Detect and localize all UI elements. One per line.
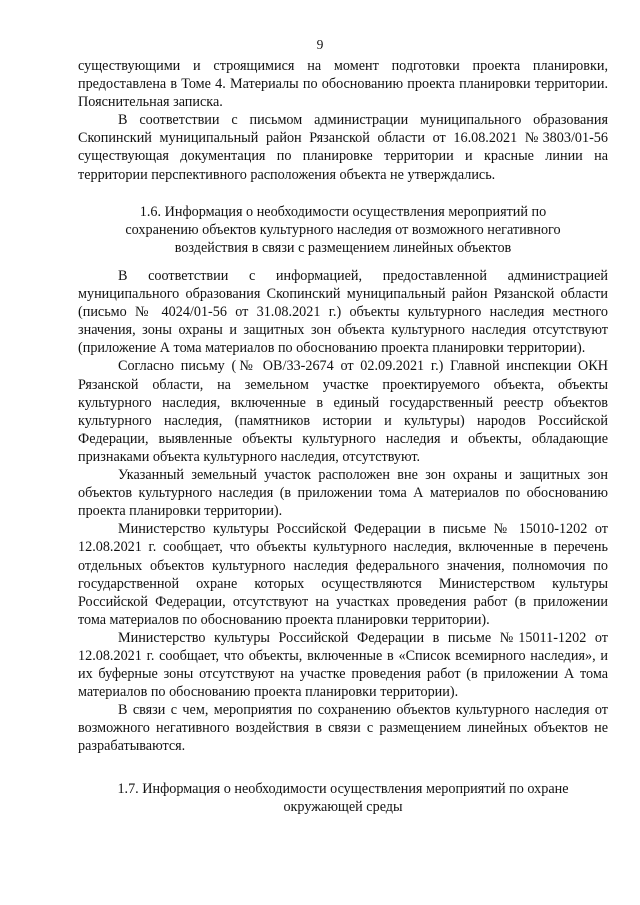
paragraph: В соответствии с информацией, предоставленной администрацией муниципального образования Скопинский муниципальный район Рязанской области (письмо № 4024/01-56 от 31.08.2021 г.) объекты культурного наследия местного значения, зоны охраны и защитных зон объекта культурного наследия отсутствуют (приложение А тома материалов по обоснованию проекта планировки территории). bbox=[78, 268, 608, 357]
section-1-6 bbox=[78, 203, 608, 257]
paragraph: Министерство культуры Российской Федерации в письме №15011-1202 от 12.08.2021 г. сообщает, что объекты, включенные в «Список всемирного наследия», и их буферные зоны отсутствуют на участке проведения работ (в приложении А тома материалов по обоснованию проекта планировки территории). bbox=[78, 629, 608, 701]
page-number: 9 bbox=[316, 37, 324, 52]
paragraph-planning-docs: В соответствии с письмом администрации муниципального образования Скопинский муниципальный район Рязанской области от 16.08.2021 №3803/01-56 существующая документация по планировке территории и красные линии на территории перспективного расположения объекта не утверждались. bbox=[78, 112, 608, 183]
paragraph: Министерство культуры Российской Федерации в письме № 15010-1202 от 12.08.2021 г. сообщает, что объекты культурного наследия, включенные в перечень отдельных объектов культурного наследия федерального значения, полномочия по государственной охране которых осуществляются Министерством культуры Российской Федерации, отсутствуют на участках проведения работ (в приложении тома материалов по обоснованию проекта планировки территории). bbox=[78, 521, 608, 628]
paragraph-continuation: существующими и строящимися на момент подготовки проекта планировки, предоставлена в Томе 4. Материалы по обоснованию проекта планировки территории. Пояснительная записка. bbox=[78, 58, 608, 111]
section-heading-1-7: 1.7. Информация о необходимости осуществления мероприятий по охране окружающей среды bbox=[117, 781, 569, 816]
section-heading-1-6: 1.6. Информация о необходимости осуществления мероприятий по сохранению объектов культурного наследия от возможного негативного воздействия в связи с размещением линейных объектов bbox=[125, 204, 561, 257]
paragraph: Согласно письму (№ ОВ/33-2674 от 02.09.2021 г.) Главной инспекции ОКН Рязанской области, на земельном участке проектируемого объекта, объекты культурного наследия, включенные в единый государственный реестр объектов культурного наследия, (памятников истории и культуры) народов Российской Федерации, выявленные объекты культурного наследия и объекты, обладающие признаками объекта культурного наследия, отсутствуют. bbox=[78, 358, 608, 465]
paragraph: В связи с чем, мероприятия по сохранению объектов культурного наследия от возможного негативного воздействия в связи с размещением линейных объектов не разрабатываются. bbox=[78, 702, 608, 755]
paragraph: Указанный земельный участок расположен вне зон охраны и защитных зон объектов культурного наследия (в приложении тома А материалов по обоснованию проекта планировки территории). bbox=[78, 467, 608, 520]
top-text-block bbox=[78, 57, 608, 184]
section-1-7 bbox=[78, 780, 608, 816]
section-1-6-body bbox=[78, 267, 608, 756]
